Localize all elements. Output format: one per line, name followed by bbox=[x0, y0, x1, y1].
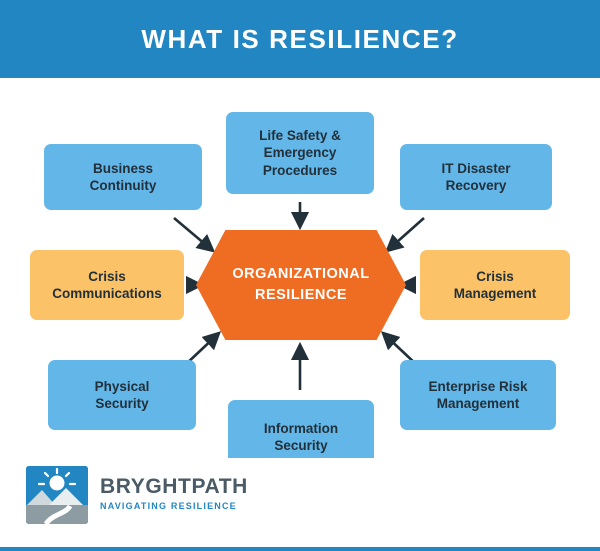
header-banner bbox=[0, 0, 600, 78]
node-business-continuity bbox=[44, 144, 202, 210]
node-label-line2: Management bbox=[453, 286, 537, 301]
node-label-line1: Information bbox=[263, 420, 339, 436]
node-label-line2: Communications bbox=[52, 286, 162, 301]
node-label-line1: IT Disaster bbox=[441, 160, 511, 176]
sunrise-road-logo-icon bbox=[26, 466, 88, 524]
center-label-line2: RESILIENCE bbox=[254, 287, 347, 303]
node-label-line2: Security bbox=[274, 438, 328, 453]
node-label-line2: Emergency bbox=[263, 145, 337, 161]
node-label-line1: Crisis bbox=[476, 268, 514, 284]
center-label-line1: ORGANIZATIONAL bbox=[232, 265, 370, 282]
resilience-diagram bbox=[0, 78, 600, 458]
node-label-line2: Security bbox=[95, 396, 149, 411]
node-label-line2: Recovery bbox=[445, 178, 507, 193]
node-physical-security bbox=[48, 360, 196, 430]
center-node-label bbox=[196, 230, 406, 340]
node-crisis-management bbox=[420, 250, 570, 320]
footer bbox=[0, 458, 600, 551]
bottom-accent-rule bbox=[0, 547, 600, 551]
page-title: WHAT IS RESILIENCE? bbox=[141, 23, 459, 54]
node-label-line1: Physical bbox=[94, 378, 150, 394]
node-it-disaster-recovery bbox=[400, 144, 552, 210]
node-label-line1: Business bbox=[92, 160, 154, 176]
center-node-organizational-resilience bbox=[196, 230, 406, 340]
node-life-safety-emergency-procedures bbox=[226, 112, 374, 194]
brand-tagline: NAVIGATING RESILIENCE bbox=[100, 501, 237, 511]
node-label-line1: Life Safety & bbox=[259, 128, 341, 144]
node-enterprise-risk-management bbox=[400, 360, 556, 430]
node-label-line1: Crisis bbox=[88, 268, 126, 284]
node-label-line1: Enterprise Risk bbox=[428, 378, 528, 394]
node-label-line2: Management bbox=[436, 396, 520, 411]
node-label-line3: Procedures bbox=[262, 162, 338, 178]
brand-name: BRYGHTPATH bbox=[100, 475, 248, 498]
node-label-line2: Continuity bbox=[89, 178, 157, 193]
brand-lockup bbox=[100, 476, 360, 511]
node-crisis-communications bbox=[30, 250, 184, 320]
